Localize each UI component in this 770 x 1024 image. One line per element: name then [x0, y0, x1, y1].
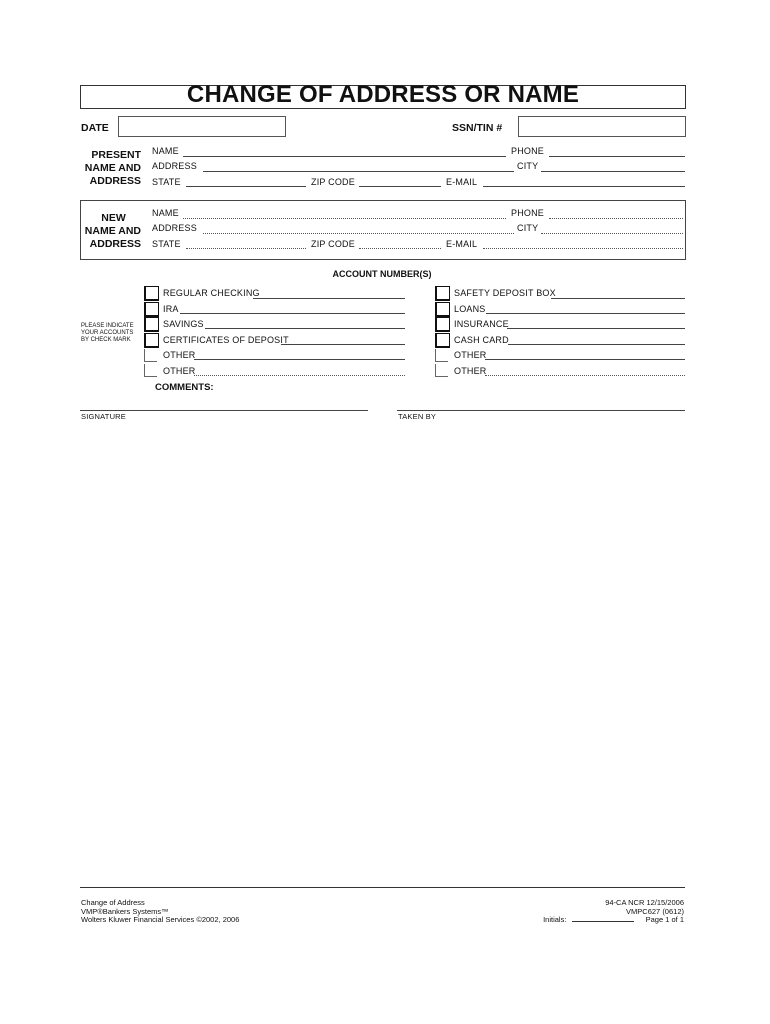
present-state-label: STATE [152, 177, 181, 187]
new-heading-line1: NEW [101, 212, 126, 224]
new-state-field[interactable] [186, 248, 306, 249]
other-left-2-checkbox[interactable] [144, 364, 157, 377]
footer-version-code: VMPC627 (0612) [626, 906, 684, 916]
account-left-label-3: SAVINGS [163, 319, 204, 329]
ira-number-field[interactable] [180, 313, 405, 314]
account-right-label-3: INSURANCE [454, 319, 509, 329]
other-right-2-checkbox[interactable] [435, 364, 448, 377]
new-heading-line3: ADDRESS [89, 238, 141, 250]
other-left-1-checkbox[interactable] [144, 349, 157, 362]
present-name-field[interactable] [183, 156, 506, 157]
new-heading-line2: NAME AND [84, 225, 141, 237]
footer-publisher: VMP®Bankers Systems™ [81, 906, 169, 916]
other-left-1-number-field[interactable] [194, 359, 405, 360]
account-left-label-2: IRA [163, 304, 179, 314]
indicate-note [81, 323, 145, 344]
taken-by-field[interactable] [397, 410, 685, 411]
ira-checkbox[interactable] [144, 302, 159, 317]
savings-number-field[interactable] [205, 328, 405, 329]
loans-number-field[interactable] [486, 313, 685, 314]
present-zip-label: ZIP CODE [311, 177, 355, 187]
new-email-label: E-MAIL [446, 239, 478, 249]
loans-checkbox[interactable] [435, 302, 450, 317]
present-address-field[interactable] [203, 171, 514, 172]
present-heading-line1: PRESENT [91, 149, 141, 161]
accounts-heading: ACCOUNT NUMBER(S) [332, 269, 432, 279]
footer-page-number: Page 1 of 1 [645, 915, 684, 924]
safety-deposit-box-number-field[interactable] [551, 298, 685, 299]
present-heading [80, 149, 141, 188]
present-email-label: E-MAIL [446, 177, 478, 187]
present-phone-label: PHONE [511, 146, 545, 156]
insurance-checkbox[interactable] [435, 317, 450, 332]
cd-checkbox[interactable] [144, 333, 159, 348]
other-left-2-number-field[interactable] [194, 375, 405, 376]
taken-by-label: TAKEN BY [398, 412, 437, 421]
new-phone-label: PHONE [511, 208, 545, 218]
new-phone-field[interactable] [549, 218, 683, 219]
ssn-field[interactable] [518, 116, 686, 137]
new-address-field[interactable] [203, 233, 514, 234]
form-title: CHANGE OF ADDRESS OR NAME [186, 81, 580, 108]
other-right-1-checkbox[interactable] [435, 349, 448, 362]
account-left-label-5: OTHER [163, 350, 196, 360]
new-state-label: STATE [152, 239, 181, 249]
footer-left [81, 899, 239, 925]
new-email-field[interactable] [483, 248, 683, 249]
new-address-label: ADDRESS [152, 223, 197, 233]
footer-initials-row [480, 916, 684, 925]
present-city-field[interactable] [541, 171, 685, 172]
insurance-number-field[interactable] [507, 328, 685, 329]
other-right-1-number-field[interactable] [485, 359, 685, 360]
present-heading-line2: NAME AND [84, 162, 141, 174]
signature-field[interactable] [80, 410, 368, 411]
cash-card-number-field[interactable] [508, 344, 685, 345]
footer-initials-field[interactable] [572, 921, 634, 922]
regular-checking-number-field[interactable] [253, 298, 405, 299]
footer-form-name: Change of Address [81, 898, 145, 907]
new-name-field[interactable] [183, 218, 506, 219]
cash-card-checkbox[interactable] [435, 333, 450, 348]
indicate-note-line3: BY CHECK MARK [81, 337, 131, 343]
present-city-label: CITY [517, 161, 539, 171]
new-city-field[interactable] [541, 233, 683, 234]
footer-initials-label: Initials: [543, 915, 567, 924]
comments-label: COMMENTS: [155, 382, 214, 393]
present-address-label: ADDRESS [152, 161, 197, 171]
present-zip-field[interactable] [359, 186, 441, 187]
savings-checkbox[interactable] [144, 317, 159, 332]
present-heading-line3: ADDRESS [89, 175, 141, 187]
account-left-label-4: CERTIFICATES OF DEPOSIT [163, 335, 289, 345]
ssn-label: SSN/TIN # [452, 122, 503, 134]
safety-deposit-box-checkbox[interactable] [435, 286, 450, 301]
present-phone-field[interactable] [549, 156, 685, 157]
other-right-2-number-field[interactable] [485, 375, 685, 376]
footer-right [480, 899, 684, 925]
account-left-label-1: REGULAR CHECKING [163, 288, 260, 298]
account-right-label-2: LOANS [454, 304, 486, 314]
present-state-field[interactable] [186, 186, 306, 187]
new-city-label: CITY [517, 223, 539, 233]
new-name-label: NAME [152, 208, 179, 218]
present-name-label: NAME [152, 146, 179, 156]
indicate-note-line1: PLEASE INDICATE [81, 323, 134, 329]
date-label: DATE [81, 122, 109, 134]
cd-number-field[interactable] [281, 344, 405, 345]
footer-divider [80, 887, 685, 888]
account-right-label-4: CASH CARD [454, 335, 509, 345]
account-right-label-6: OTHER [454, 366, 487, 376]
new-zip-label: ZIP CODE [311, 239, 355, 249]
date-field[interactable] [118, 116, 286, 137]
footer-form-code: 94-CA NCR 12/15/2006 [605, 898, 684, 907]
footer-copyright: Wolters Kluwer Financial Services ©2002, 2006 [81, 915, 240, 924]
indicate-note-line2: YOUR ACCOUNTS [81, 330, 134, 336]
title-box [80, 81, 686, 109]
account-right-label-5: OTHER [454, 350, 487, 360]
signature-label: SIGNATURE [81, 412, 126, 421]
regular-checking-checkbox[interactable] [144, 286, 159, 301]
new-heading [80, 212, 141, 251]
account-left-label-6: OTHER [163, 366, 196, 376]
account-right-label-1: SAFETY DEPOSIT BOX [454, 288, 556, 298]
new-zip-field[interactable] [359, 248, 441, 249]
present-email-field[interactable] [483, 186, 685, 187]
